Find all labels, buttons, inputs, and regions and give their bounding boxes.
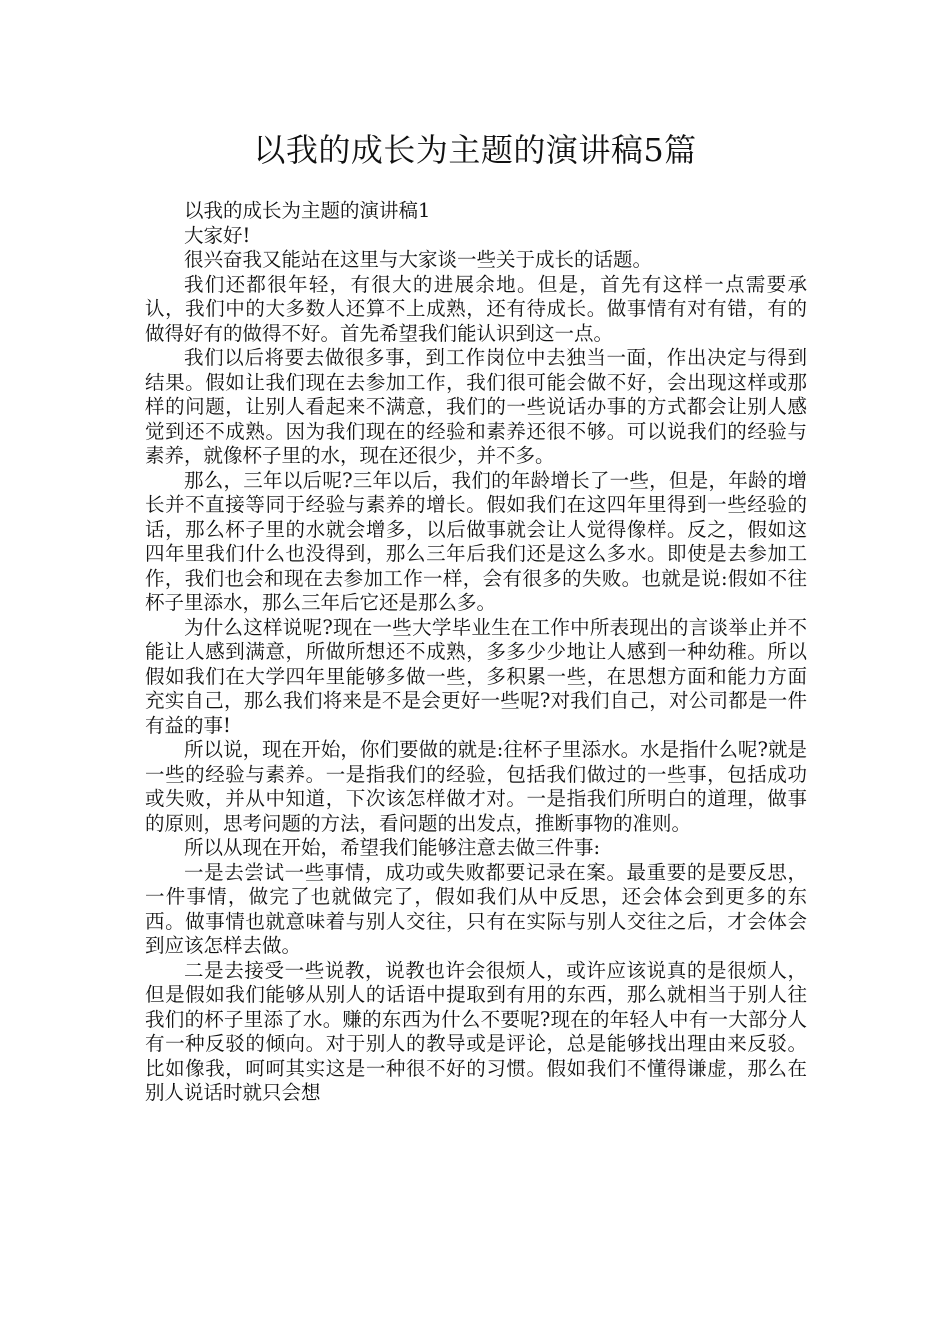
body-paragraph: 很兴奋我又能站在这里与大家谈一些关于成长的话题。	[184, 248, 653, 271]
document-body	[145, 199, 807, 1106]
section-heading: 以我的成长为主题的演讲稿1	[184, 199, 431, 222]
body-paragraph: 那么，三年以后呢?三年以后，我们的年龄增长了一些，但是，年龄的增长并不直接等同于经验与素养的增长。假如我们在这四年里得到一些经验的话，那么杯子里的水就会增多，以后做事就会让人觉得像样。反之，假如这四年里我们什么也没得到，那么三年后我们还是这么多水。即使是去参加工作，我们也会和现在去参加工作一样，会有很多的失败。也就是说:假如不往杯子里添水，那么三年后它还是那么多。	[145, 468, 807, 614]
body-paragraph: 一是去尝试一些事情，成功或失败都要记录在案。最重要的是要反思，一件事情，做完了也就做完了，假如我们从中反思，还会体会到更多的东西。做事情也就意味着与别人交往，只有在实际与别人交往之后，才会体会到应该怎样去做。	[145, 860, 807, 957]
document-title: 以我的成长为主题的演讲稿5篇	[253, 131, 697, 169]
greeting: 大家好!	[184, 223, 251, 247]
body-paragraph: 所以说，现在开始，你们要做的就是:往杯子里添水。水是指什么呢?就是一些的经验与素养。一是指我们的经验，包括我们做过的一些事，包括成功或失败，并从中知道，下次该怎样做才对。一是指我们所明白的道理，做事的原则，思考问题的方法，看问题的出发点，推断事物的准则。	[145, 738, 807, 835]
body-paragraph: 我们以后将要去做很多事，到工作岗位中去独当一面，作出决定与得到结果。假如让我们现在去参加工作，我们很可能会做不好，会出现这样或那样的问题，让别人看起来不满意，我们的一些说话办事的方式都会让别人感觉到还不成熟。因为我们现在的经验和素养还很不够。可以说我们的经验与素养，就像杯子里的水，现在还很少，并不多。	[145, 346, 807, 467]
body-paragraph: 我们还都很年轻，有很大的进展余地。但是，首先有这样一点需要承认，我们中的大多数人还算不上成熟，还有待成长。做事情有对有错，有的做得好有的做得不好。首先希望我们能认识到这一点。	[145, 272, 807, 345]
body-paragraph: 为什么这样说呢?现在一些大学毕业生在工作中所表现出的言谈举止并不能让人感到满意，所做所想还不成熟，多多少少地让人感到一种幼稚。所以假如我们在大学四年里能够多做一些，多积累一些，在思想方面和能力方面充实自己，那么我们将来是不是会更好一些呢?对我们自己，对公司都是一件有益的事!	[145, 615, 807, 737]
body-paragraph: 二是去接受一些说教，说教也许会很烦人，或许应该说真的是很烦人，但是假如我们能够从别人的话语中提取到有用的东西，那么就相当于别人往我们的杯子里添了水。赚的东西为什么不要呢?现在的年轻人中有一大部分人有一种反驳的倾向。对于别人的教导或是评论，总是能够找出理由来反驳。比如像我，呵呵其实这是一种很不好的习惯。假如我们不懂得谦虚，那么在别人说话时就只会想	[145, 958, 807, 1104]
body-paragraph: 所以从现在开始，希望我们能够注意去做三件事:	[184, 836, 601, 859]
